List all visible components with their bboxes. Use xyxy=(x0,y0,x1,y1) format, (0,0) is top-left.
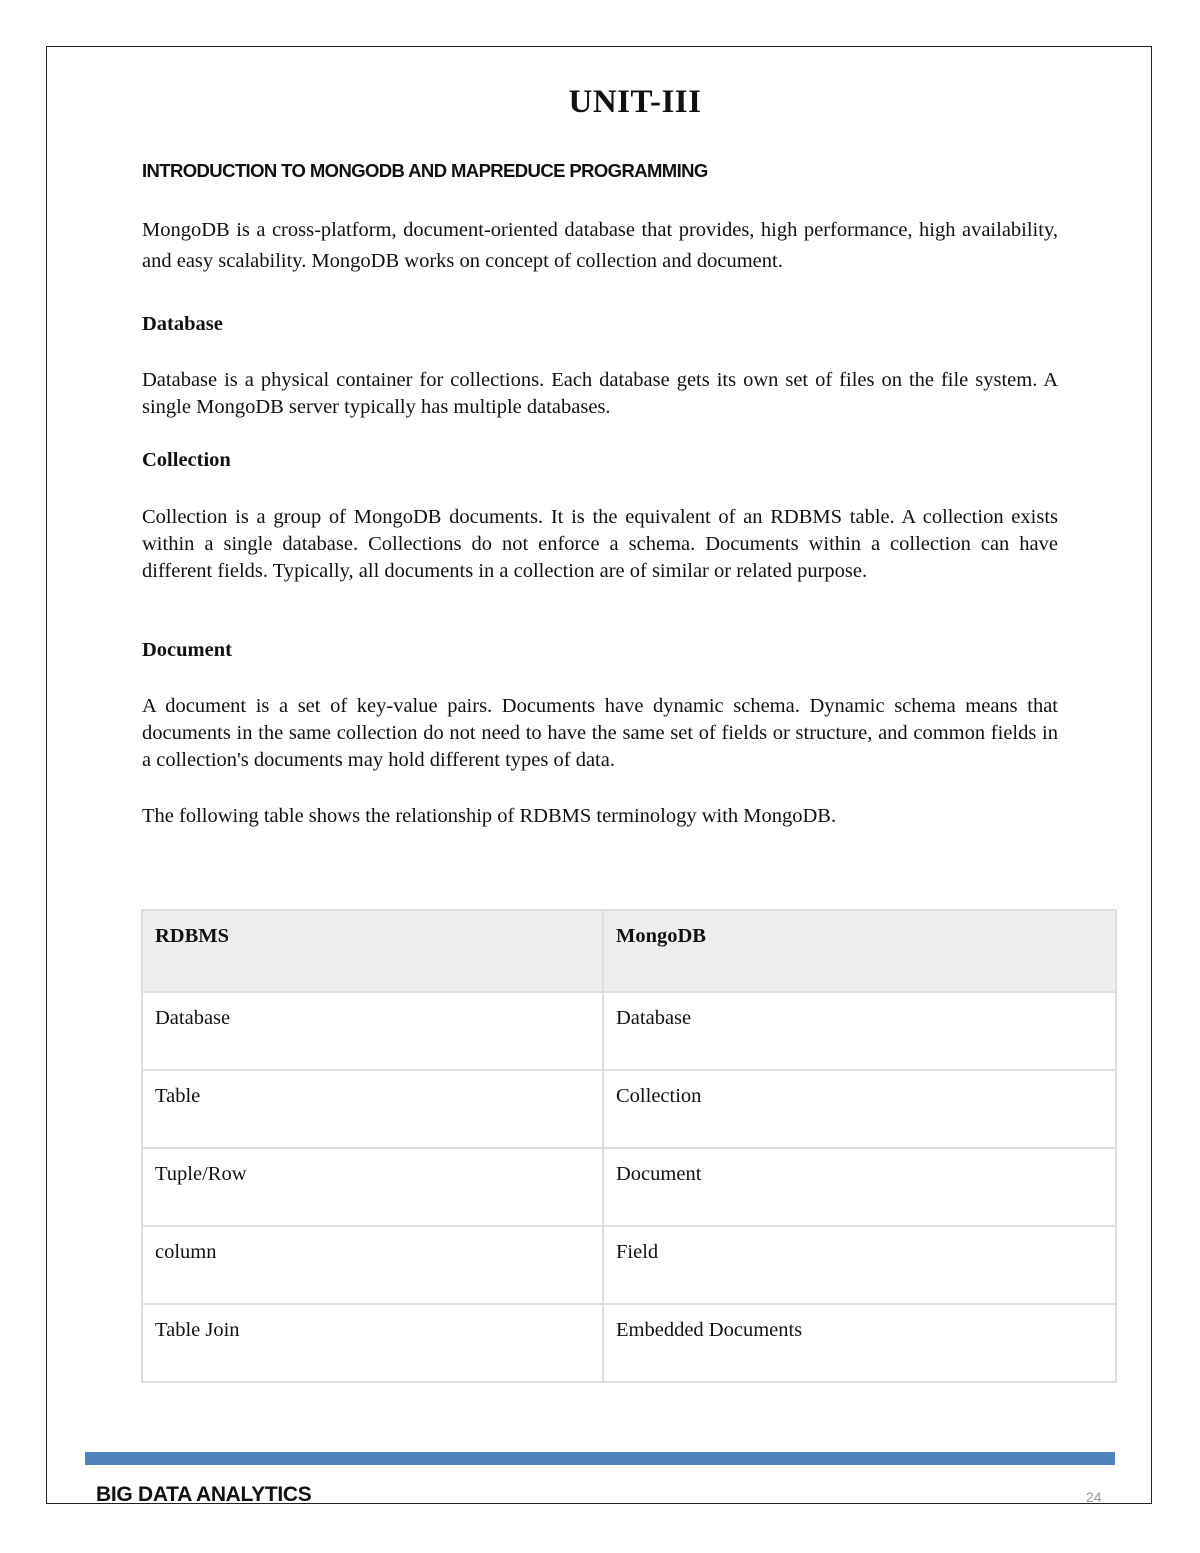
collection-heading: Collection xyxy=(142,449,231,471)
table-row xyxy=(142,1304,1116,1382)
document-paragraph: A document is a set of key-value pairs. Documents have dynamic schema. Dynamic schema means that documents in the same collection do not need to have the same set of fields or structure, and common fields in a collection's documents may hold different types of data. xyxy=(142,695,1058,771)
table-row xyxy=(142,992,1116,1070)
table-cell: Document xyxy=(603,1148,1116,1226)
table-cell: Tuple/Row xyxy=(142,1148,603,1226)
table-row xyxy=(142,1070,1116,1148)
table-cell: Table Join xyxy=(142,1304,603,1382)
header-rdbms: RDBMS xyxy=(142,910,603,992)
footer-title: BIG DATA ANALYTICS xyxy=(96,1483,312,1506)
database-heading: Database xyxy=(142,313,223,335)
page-number: 24 xyxy=(1086,1489,1102,1505)
table-cell: Field xyxy=(603,1226,1116,1304)
table-cell: Database xyxy=(603,992,1116,1070)
table-row xyxy=(142,1226,1116,1304)
collection-paragraph: Collection is a group of MongoDB documents. It is the equivalent of an RDBMS table. A collection exists within a single database. Collections do not enforce a schema. Documents within a collection can have different fields. Typically, all documents in a collection are of similar or related purpose. xyxy=(142,506,1058,582)
table-cell: Database xyxy=(142,992,603,1070)
table-intro: The following table shows the relationship of RDBMS terminology with MongoDB. xyxy=(142,805,837,827)
table-header-row xyxy=(142,910,1116,992)
footer-bar xyxy=(85,1452,1115,1465)
section-title: INTRODUCTION TO MONGODB AND MAPREDUCE PROGRAMMING xyxy=(142,160,708,181)
document-heading: Document xyxy=(142,639,232,661)
table-cell: column xyxy=(142,1226,603,1304)
unit-title: UNIT-III xyxy=(568,84,702,120)
terminology-table xyxy=(141,909,1117,1383)
header-mongodb: MongoDB xyxy=(603,910,1116,992)
intro-paragraph: MongoDB is a cross-platform, document-oriented database that provides, high performance, high availability, and easy scalability. MongoDB works on concept of collection and document. xyxy=(142,219,1058,272)
table-cell: Collection xyxy=(603,1070,1116,1148)
database-paragraph: Database is a physical container for collections. Each database gets its own set of files on the file system. A single MongoDB server typically has multiple databases. xyxy=(142,369,1058,418)
table-cell: Embedded Documents xyxy=(603,1304,1116,1382)
table-cell: Table xyxy=(142,1070,603,1148)
table-row xyxy=(142,1148,1116,1226)
